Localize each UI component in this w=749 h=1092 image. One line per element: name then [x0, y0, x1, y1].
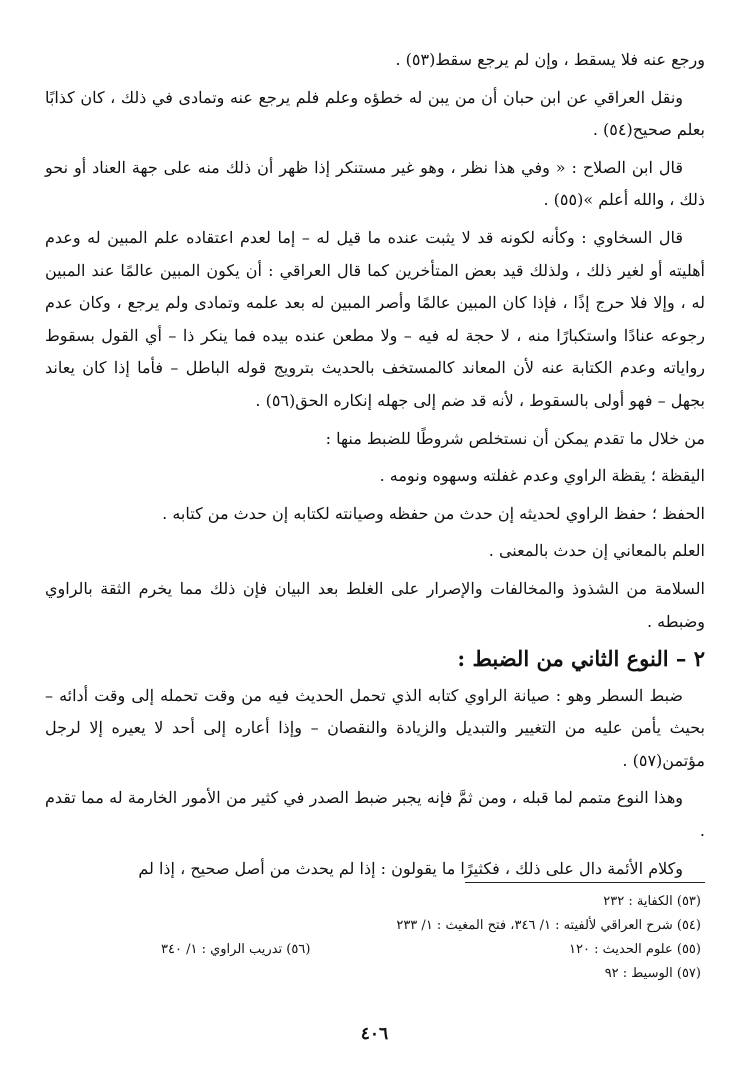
condition-soundness: السلامة من الشذوذ والمخالفات والإصرار على الغلط بعد البيان فإن ذلك مما يخرم الثقة بالراوي وضبطه .	[45, 578, 705, 631]
paragraph-4: قال السخاوي : وكأنه لكونه قد لا يثبت عنده ما قيل له – إما لعدم اعتقاده علم المبين له وعدم أهليته أو لغير ذلك ، ولذلك قيد بعض المتأخرين كما قال العراقي : أن يكون المبين عالمًا عند المبين له ، وإلا فلا حرج إذًا ، فإذا كان المبين عالمًا وأصر المبين له بعد علمه وتمادى ولم يرجع ، وكان عدم رجوعه عنادًا واستكبارًا منه ، لا حجة له فيه – ولا مطعن عنده بيده فما ينكر ذا – أي القول بسقوط رواياته وعدم الكتابة عنه لأن المعاند كالمستخف بالحديث بترويج قوله الباطل – فأما إذا كان يعاند بجهل – فهو أولى بالسقوط ، لأنه قد ضم إلى جهله إنكاره الحق(٥٦) .	[45, 227, 706, 410]
paragraph-3: قال ابن الصلاح : « وفي هذا نظر ، وهو غير مستنكر إذا ظهر أن ذلك منه على جهة العناد أو نحو ذلك ، والله أعلم »(٥٥) .	[45, 157, 705, 210]
footnote-56: (٥٦) تدريب الراوي : ١/ ٣٤٠	[161, 942, 311, 957]
paragraph-5: من خلال ما تقدم يمكن أن نستخلص شروطًا للضبط منها :	[325, 428, 705, 448]
paragraph-8: وكلام الأئمة دال على ذلك ، فكثيرًا ما يقولون : إذا لم يحدث من أصل صحيح ، إذا لم	[138, 858, 683, 878]
main-text	[45, 44, 705, 890]
footnote-row	[161, 938, 701, 962]
condition-knowledge: العلم بالمعاني إن حدث بالمعنى .	[488, 541, 705, 561]
footnote-55: (٥٥) علوم الحديث : ١٢٠	[569, 942, 701, 957]
paragraph-2: ونقل العراقي عن ابن حبان أن من يبن له خطؤه وعلم فلم يرجع عنه وتمادى في ذلك ، كان كذابًا بعلم صحيح(٥٤) .	[45, 87, 705, 140]
footnote-54: (٥٤) شرح العراقي لألفيته : ١/ ٣٤٦، فتح المغيث : ١/ ٢٣٣	[396, 918, 701, 933]
section-heading: ٢ – النوع الثاني من الضبط :	[457, 646, 705, 672]
footnote-divider	[465, 882, 705, 883]
condition-memorization: الحفظ ؛ حفظ الراوي لحديثه إن حدث من حفظه وصيانته لكتابه إن حدث من كتابه .	[162, 503, 705, 523]
page-number: ٤٠٦	[360, 1024, 389, 1044]
footnote-53: (٥٣) الكفاية : ٢٣٢	[603, 894, 701, 909]
footnotes	[51, 890, 701, 986]
condition-alertness: اليقظة ؛ يقظة الراوي وعدم غفلته وسهوه ونومه .	[379, 466, 705, 486]
footnote-57: (٥٧) الوسيط : ٩٢	[604, 966, 701, 981]
paragraph-1: ورجع عنه فلا يسقط ، وإن لم يرجع سقط(٥٣) .	[395, 50, 705, 69]
paragraph-6: ضبط السطر وهو : صيانة الراوي كتابه الذي تحمل الحديث فيه من وقت تحمله إلى وقت أدائه – بحيث يأمن عليه من التغيير والتبديل والزيادة والنقصان – وإذا أعاره إلى أحد لا يعيره إلا لرجل مؤتمن(٥٧) .	[45, 685, 705, 770]
paragraph-7: وهذا النوع متمم لما قبله ، ومن ثمَّ فإنه يجبر ضبط الصدر في كثير من الأمور الخارمة له مما تقدم .	[45, 788, 705, 841]
